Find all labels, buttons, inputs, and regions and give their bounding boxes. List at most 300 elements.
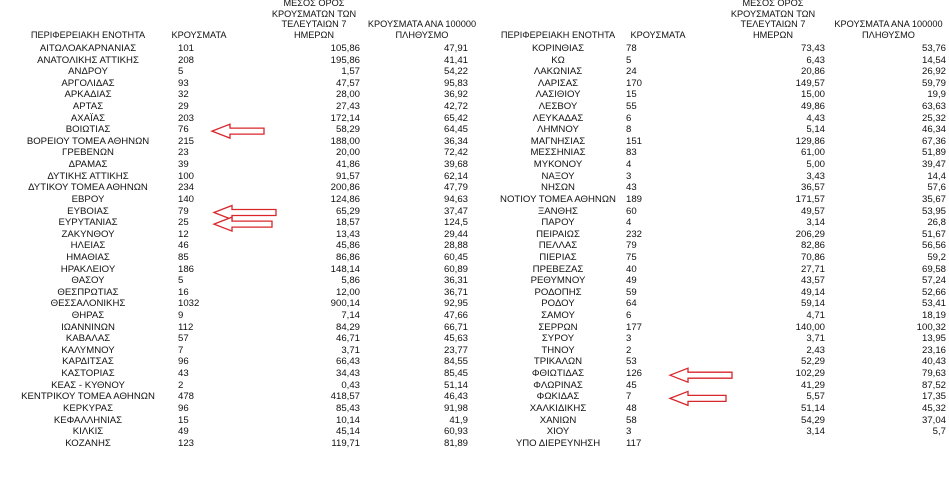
- cell-name: ΖΑΚΥΝΘΟΥ: [61, 228, 115, 240]
- table-row: [0, 206, 480, 218]
- cell-avg: 200,86: [330, 182, 360, 194]
- cell-cases: 100: [178, 170, 195, 182]
- cell-avg: 149,57: [795, 77, 825, 89]
- cell-per: 87,52: [921, 379, 946, 391]
- table-row: [0, 89, 480, 101]
- table-row: [0, 113, 480, 125]
- table-row: [0, 438, 480, 450]
- cell-cases: 60: [626, 205, 637, 217]
- cell-per: 29,44: [443, 228, 468, 240]
- table-row: [480, 78, 949, 90]
- cell-per: 13,95: [921, 333, 946, 345]
- cell-avg: 51,14: [800, 402, 825, 414]
- cell-avg: 85,43: [335, 402, 360, 414]
- cell-cases: 45: [626, 379, 637, 391]
- cell-per: 62,14: [443, 170, 468, 182]
- cell-avg: 52,29: [800, 356, 825, 368]
- cell-avg: 124,86: [330, 193, 360, 205]
- cell-cases: 203: [178, 112, 195, 124]
- table-row: [480, 322, 949, 334]
- cell-name: ΚΟΡΙΝΘΙΑΣ: [531, 43, 585, 54]
- cell-cases: 5: [626, 54, 632, 66]
- table-row: [0, 391, 480, 403]
- cell-name: ΦΛΩΡΙΝΑΣ: [533, 379, 583, 391]
- cell-name: ΑΝΑΤΟΛΙΚΗΣ ΑΤΤΙΚΗΣ: [37, 54, 139, 66]
- table-row: [0, 264, 480, 276]
- table-row: [480, 206, 949, 218]
- cell-name: ΕΒΡΟΥ: [71, 193, 105, 205]
- cell-name: ΑΝΔΡΟΥ: [68, 66, 108, 78]
- cell-avg: 15,00: [800, 89, 825, 101]
- cell-cases: 79: [626, 240, 637, 252]
- cell-name: ΠΕΙΡΑΙΩΣ: [536, 228, 580, 240]
- cell-cases: 64: [626, 298, 637, 310]
- cell-cases: 140: [178, 193, 195, 205]
- table-row: [480, 171, 949, 183]
- cell-cases: 23: [178, 147, 189, 159]
- cell-avg: 36,57: [800, 182, 825, 194]
- cell-cases: 3: [626, 170, 632, 182]
- cell-per: 5,7: [932, 426, 946, 438]
- cell-cases: 8: [626, 124, 632, 136]
- cell-per: 36,71: [443, 286, 468, 298]
- cell-name: ΜΥΚΟΝΟΥ: [533, 159, 583, 171]
- header-per100k-left: [366, 2, 478, 40]
- cell-cases: 40: [626, 263, 637, 275]
- cell-name: ΚΕΝΤΡΙΚΟΥ ΤΟΜΕΑ ΑΘΗΝΩΝ: [21, 391, 155, 403]
- cell-cases: 101: [178, 43, 195, 54]
- cell-name: ΚΟΖΑΝΗΣ: [65, 437, 111, 449]
- cell-cases: 4: [626, 159, 632, 171]
- cell-name: ΠΡΕΒΕΖΑΣ: [532, 263, 584, 275]
- cell-per: 124,5: [443, 217, 468, 229]
- cell-name: ΠΙΕΡΙΑΣ: [539, 251, 577, 263]
- table-row: [480, 287, 949, 299]
- cell-name: ΘΑΣΟΥ: [71, 275, 105, 287]
- cell-avg: 0,43: [341, 379, 360, 391]
- cell-per: 17,35: [921, 391, 946, 403]
- cell-per: 28,88: [443, 240, 468, 252]
- cell-per: 66,71: [443, 321, 468, 333]
- cell-per: 94,63: [443, 193, 468, 205]
- cell-avg: 172,14: [330, 112, 360, 124]
- table-row: [480, 124, 949, 136]
- cell-avg: 59,14: [800, 298, 825, 310]
- cell-name: ΘΕΣΠΡΩΤΙΑΣ: [57, 286, 119, 298]
- cell-per: 23,16: [921, 344, 946, 356]
- cell-name: ΠΕΛΛΑΣ: [538, 240, 578, 252]
- cell-name: ΣΕΡΡΩΝ: [538, 321, 578, 333]
- table-row: [480, 89, 949, 101]
- cell-avg: 47,57: [335, 77, 360, 89]
- cell-per: 18,19: [921, 310, 946, 322]
- cell-name: ΗΡΑΚΛΕΙΟΥ: [60, 263, 116, 275]
- cell-per: 41,41: [443, 54, 468, 66]
- cell-per: 37,47: [443, 205, 468, 217]
- cell-cases: 93: [178, 77, 189, 89]
- cell-name: ΜΑΓΝΗΣΙΑΣ: [530, 135, 586, 147]
- table-row: [480, 43, 949, 55]
- header-per-line: ΚΡΟΥΣΜΑΤΑ ΑΝΑ 100000: [834, 19, 943, 29]
- cell-per: 60,93: [443, 426, 468, 438]
- cell-avg: 195,86: [330, 54, 360, 66]
- cell-cases: 43: [178, 368, 189, 380]
- table-row: [480, 391, 949, 403]
- cell-per: 60,89: [443, 263, 468, 275]
- cell-name: ΔΥΤΙΚΗΣ ΑΤΤΙΚΗΣ: [47, 170, 129, 182]
- cell-avg: 43,57: [800, 275, 825, 287]
- cell-per: 91,98: [443, 402, 468, 414]
- cell-per: 64,45: [443, 124, 468, 136]
- header-avg-line: ΚΡΟΥΣΜΑΤΩΝ ΤΩΝ: [730, 8, 816, 19]
- table-row: [480, 55, 949, 67]
- cell-name: ΝΟΤΙΟΥ ΤΟΜΕΑ ΑΘΗΝΩΝ: [500, 193, 616, 205]
- table-row: [0, 182, 480, 194]
- cell-cases: 24: [626, 66, 637, 78]
- cell-name: ΑΡΓΟΛΙΔΑΣ: [61, 77, 115, 89]
- table-row: [0, 217, 480, 229]
- table-row: [480, 182, 949, 194]
- cell-avg: 45,14: [335, 426, 360, 438]
- cell-per: 85,45: [443, 368, 468, 380]
- header-per-line: ΠΛΗΘΥΣΜΟ: [395, 29, 449, 40]
- cell-avg: 54,29: [800, 414, 825, 426]
- cell-cases: 5: [178, 66, 184, 78]
- cell-name: ΚΙΛΚΙΣ: [72, 426, 104, 438]
- cell-avg: 70,86: [800, 251, 825, 263]
- cell-avg: 5,86: [341, 275, 360, 287]
- table-row: [0, 124, 480, 136]
- cell-avg: 65,29: [335, 205, 360, 217]
- cell-per: 100,32: [916, 321, 946, 333]
- cell-avg: 4,43: [806, 112, 825, 124]
- cell-cases: 15: [626, 89, 637, 101]
- cell-per: 59,2: [927, 251, 946, 263]
- cell-per: 69,58: [921, 263, 946, 275]
- cell-cases: 16: [178, 286, 189, 298]
- cell-cases: 2: [178, 379, 184, 391]
- table-row: [480, 426, 949, 438]
- cell-cases: 57: [178, 333, 189, 345]
- cell-name: ΛΑΣΙΘΙΟΥ: [535, 89, 581, 101]
- header-per100k-right: [830, 2, 947, 40]
- cell-per: 60,45: [443, 251, 468, 263]
- cell-name: ΛΕΣΒΟΥ: [538, 101, 578, 113]
- cell-per: 46,34: [921, 124, 946, 136]
- table-row: [0, 322, 480, 334]
- header-region-left: [2, 2, 174, 40]
- cell-per: 63,63: [921, 101, 946, 113]
- cell-avg: 102,29: [795, 368, 825, 380]
- table-row: [480, 403, 949, 415]
- table-row: [480, 356, 949, 368]
- cell-avg: 900,14: [330, 298, 360, 310]
- table-row: [480, 147, 949, 159]
- header-avg-line: ΤΕΛΕΥΤΑΙΩΝ 7 ΗΜΕΡΩΝ: [740, 19, 806, 40]
- cell-avg: 4,71: [806, 310, 825, 322]
- cell-name: ΑΡΤΑΣ: [72, 101, 104, 113]
- cell-per: 51,67: [921, 228, 946, 240]
- header-avg-right: [720, 2, 826, 40]
- cell-cases: 151: [626, 135, 643, 147]
- cell-per: 39,68: [443, 159, 468, 171]
- cell-per: 26,8: [927, 217, 946, 229]
- cell-cases: 12: [178, 228, 189, 240]
- cell-per: 26,92: [921, 66, 946, 78]
- table-row: [480, 240, 949, 252]
- cell-avg: 86,86: [335, 251, 360, 263]
- cell-name: ΑΡΚΑΔΙΑΣ: [64, 89, 112, 101]
- cell-avg: 49,14: [800, 286, 825, 298]
- cell-per: 53,95: [921, 205, 946, 217]
- cell-name: ΚΩ: [551, 54, 565, 66]
- table-row: [480, 66, 949, 78]
- table-row: [480, 136, 949, 148]
- cell-per: 45,32: [921, 402, 946, 414]
- cell-per: 59,79: [921, 77, 946, 89]
- cell-cases: 32: [178, 89, 189, 101]
- table-row: [0, 310, 480, 322]
- cell-per: 42,72: [443, 101, 468, 113]
- cell-per: 36,92: [443, 89, 468, 101]
- cell-avg: 28,00: [335, 89, 360, 101]
- cell-cases: 215: [178, 135, 195, 147]
- cell-name: ΚΕΦΑΛΛΗΝΙΑΣ: [53, 414, 123, 426]
- table-row: [0, 171, 480, 183]
- cell-cases: 208: [178, 54, 195, 66]
- cell-per: 53,41: [921, 298, 946, 310]
- cell-cases: 46: [178, 240, 189, 252]
- cell-avg: 27,43: [335, 101, 360, 113]
- header-cases-left: [166, 2, 232, 40]
- table-row: [0, 415, 480, 427]
- cell-cases: 29: [178, 101, 189, 113]
- cell-avg: 27,71: [800, 263, 825, 275]
- cell-avg: 41,86: [335, 159, 360, 171]
- cell-per: 57,24: [921, 275, 946, 287]
- table-row: [480, 333, 949, 345]
- table-row: [480, 275, 949, 287]
- cell-avg: 188,00: [330, 135, 360, 147]
- table-row: [480, 368, 949, 380]
- cell-avg: 49,86: [800, 101, 825, 113]
- cell-cases: 7: [626, 391, 632, 403]
- table-row: [0, 252, 480, 264]
- cell-per: 40,43: [921, 356, 946, 368]
- cell-name: ΘΗΡΑΣ: [71, 310, 105, 322]
- cell-name: ΛΕΥΚΑΔΑΣ: [532, 112, 584, 124]
- cell-avg: 82,86: [800, 240, 825, 252]
- cell-cases: 15: [178, 414, 189, 426]
- cell-cases: 186: [178, 263, 195, 275]
- cell-per: 39,47: [921, 159, 946, 171]
- cell-cases: 58: [626, 414, 637, 426]
- cell-avg: 105,86: [330, 43, 360, 54]
- cell-avg: 46,71: [335, 333, 360, 345]
- cell-name: ΞΑΝΘΗΣ: [538, 205, 578, 217]
- table-row: [480, 252, 949, 264]
- cell-avg: 58,29: [335, 124, 360, 136]
- cell-name: ΓΡΕΒΕΝΩΝ: [62, 147, 114, 159]
- table-row: [480, 264, 949, 276]
- cell-avg: 171,57: [795, 193, 825, 205]
- table-row: [0, 159, 480, 171]
- table-row: [480, 194, 949, 206]
- cell-avg: 140,00: [795, 321, 825, 333]
- cell-name: ΗΜΑΘΙΑΣ: [66, 251, 110, 263]
- cell-name: ΔΡΑΜΑΣ: [68, 159, 108, 171]
- cell-name: ΙΩΑΝΝΙΝΩΝ: [61, 321, 115, 333]
- cell-name: ΡΟΔΟΥ: [541, 298, 575, 310]
- table-row: [0, 380, 480, 392]
- cell-per: 95,83: [443, 77, 468, 89]
- cell-cases: 7: [178, 344, 184, 356]
- cell-name: ΧΑΛΚΙΔΙΚΗΣ: [529, 402, 587, 414]
- cell-per: 56,56: [921, 240, 946, 252]
- cell-name: ΚΑΡΔΙΤΣΑΣ: [62, 356, 114, 368]
- header-cases-label: ΚΡΟΥΣΜΑΤΑ: [630, 29, 686, 40]
- cell-cases: 75: [626, 251, 637, 263]
- cell-name: ΒΟΡΕΙΟΥ ΤΟΜΕΑ ΑΘΗΝΩΝ: [26, 135, 150, 147]
- cell-name: ΛΑΚΩΝΙΑΣ: [533, 66, 583, 78]
- table-row: [480, 229, 949, 241]
- cell-cases: 112: [178, 321, 194, 333]
- table-row: [0, 368, 480, 380]
- table-row: [480, 101, 949, 113]
- cell-cases: 1032: [178, 298, 200, 310]
- header-region-label: ΠΕΡΙΦΕΡΕΙΑΚΗ ΕΝΟΤΗΤΑ: [500, 29, 616, 40]
- cell-per: 67,36: [921, 135, 946, 147]
- table-row: [0, 403, 480, 415]
- cell-avg: 91,57: [335, 170, 360, 182]
- header-region-label: ΠΕΡΙΦΕΡΕΙΑΚΗ ΕΝΟΤΗΤΑ: [30, 29, 146, 40]
- cell-avg: 7,14: [341, 310, 360, 322]
- cell-name: ΝΑΞΟΥ: [541, 170, 575, 182]
- header-cases-right: [620, 2, 696, 40]
- cell-avg: 41,29: [800, 379, 825, 391]
- cell-per: 57,6: [927, 182, 946, 194]
- cell-avg: 3,14: [806, 217, 825, 229]
- cell-per: 45,63: [443, 333, 468, 345]
- cell-avg: 129,86: [795, 135, 825, 147]
- cell-name: ΧΙΟΥ: [546, 426, 570, 438]
- cell-avg: 45,86: [335, 240, 360, 252]
- cell-cases: 39: [178, 159, 189, 171]
- cell-cases: 76: [178, 124, 189, 136]
- cell-per: 84,55: [443, 356, 468, 368]
- cell-cases: 49: [626, 275, 637, 287]
- header-avg-line: ΚΡΟΥΣΜΑΤΩΝ ΤΩΝ: [271, 8, 357, 19]
- cell-cases: 79: [178, 205, 189, 217]
- cell-cases: 189: [626, 193, 643, 205]
- cell-avg: 20,00: [335, 147, 360, 159]
- cell-cases: 126: [626, 368, 643, 380]
- cell-avg: 2,43: [806, 344, 825, 356]
- header-avg-line: ΜΕΣΟΣ ΟΡΟΣ: [283, 0, 345, 8]
- cell-cases: 177: [626, 321, 643, 333]
- table-row: [0, 136, 480, 148]
- cell-per: 79,63: [921, 368, 946, 380]
- cell-cases: 6: [626, 310, 632, 322]
- cell-avg: 10,14: [335, 414, 360, 426]
- cell-cases: 85: [178, 251, 189, 263]
- cell-cases: 55: [626, 101, 637, 113]
- cell-cases: 170: [626, 77, 643, 89]
- right-table-body: [480, 43, 949, 449]
- table-row: [0, 78, 480, 90]
- cell-per: 51,89: [921, 147, 946, 159]
- cell-name: ΘΕΣΣΑΛΟΝΙΚΗΣ: [50, 298, 126, 310]
- header-avg-left: [262, 2, 366, 40]
- cell-avg: 12,00: [335, 286, 360, 298]
- cell-cases: 49: [178, 426, 189, 438]
- table-row: [480, 217, 949, 229]
- cell-cases: 43: [626, 182, 637, 194]
- cell-cases: 96: [178, 356, 189, 368]
- cell-avg: 5,00: [806, 159, 825, 171]
- cell-name: ΛΑΡΙΣΑΣ: [537, 77, 579, 89]
- cell-per: 92,95: [443, 298, 468, 310]
- cell-avg: 61,00: [800, 147, 825, 159]
- cell-name: ΑΙΤΩΛΟΑΚΑΡΝΑΝΙΑΣ: [39, 43, 137, 54]
- cell-avg: 34,43: [335, 368, 360, 380]
- cell-cases: 53: [626, 356, 637, 368]
- cell-per: 47,91: [443, 43, 468, 54]
- cell-name: ΡΟΔΟΠΗΣ: [534, 286, 582, 298]
- cell-per: 14,54: [921, 54, 946, 66]
- cell-name: ΤΗΝΟΥ: [541, 344, 575, 356]
- cell-per: 54,22: [443, 66, 468, 78]
- cell-cases: 59: [626, 286, 637, 298]
- table-row: [0, 345, 480, 357]
- cell-name: ΠΑΡΟΥ: [541, 217, 575, 229]
- cell-name: ΚΕΡΚΥΡΑΣ: [62, 402, 113, 414]
- cell-per: 23,77: [443, 344, 468, 356]
- header-per-line: ΠΛΗΘΥΣΜΟ: [862, 29, 915, 40]
- header-region-right: [484, 2, 632, 40]
- cell-avg: 18,57: [335, 217, 360, 229]
- cell-per: 51,14: [443, 379, 468, 391]
- cell-cases: 25: [178, 217, 189, 229]
- cell-avg: 20,86: [800, 66, 825, 78]
- table-row: [0, 43, 480, 55]
- cell-name: ΒΟΙΩΤΙΑΣ: [65, 124, 111, 136]
- table-row: [0, 66, 480, 78]
- cell-cases: 234: [178, 182, 195, 194]
- cell-name: ΤΡΙΚΑΛΩΝ: [533, 356, 583, 368]
- cell-cases: 6: [626, 112, 632, 124]
- cell-per: 52,66: [921, 286, 946, 298]
- cell-avg: 66,43: [335, 356, 360, 368]
- cell-per: 37,04: [921, 414, 946, 426]
- cell-cases: 123: [178, 437, 195, 449]
- cell-cases: 3: [626, 426, 632, 438]
- cell-name: ΡΕΘΥΜΝΟΥ: [530, 275, 586, 287]
- table-row: [0, 147, 480, 159]
- cell-avg: 418,57: [330, 391, 360, 403]
- cell-per: 19,9: [927, 89, 946, 101]
- cell-name: ΜΕΣΣΗΝΙΑΣ: [530, 147, 586, 159]
- cell-name: ΣΑΜΟΥ: [541, 310, 575, 322]
- cell-per: 81,89: [443, 437, 468, 449]
- table-row: [0, 426, 480, 438]
- cell-name: ΧΑΝΙΩΝ: [539, 414, 577, 426]
- cell-name: ΔΥΤΙΚΟΥ ΤΟΜΕΑ ΑΘΗΝΩΝ: [28, 182, 148, 194]
- cell-cases: 232: [626, 228, 643, 240]
- cell-avg: 148,14: [330, 263, 360, 275]
- table-row: [0, 333, 480, 345]
- cell-avg: 13,43: [335, 228, 360, 240]
